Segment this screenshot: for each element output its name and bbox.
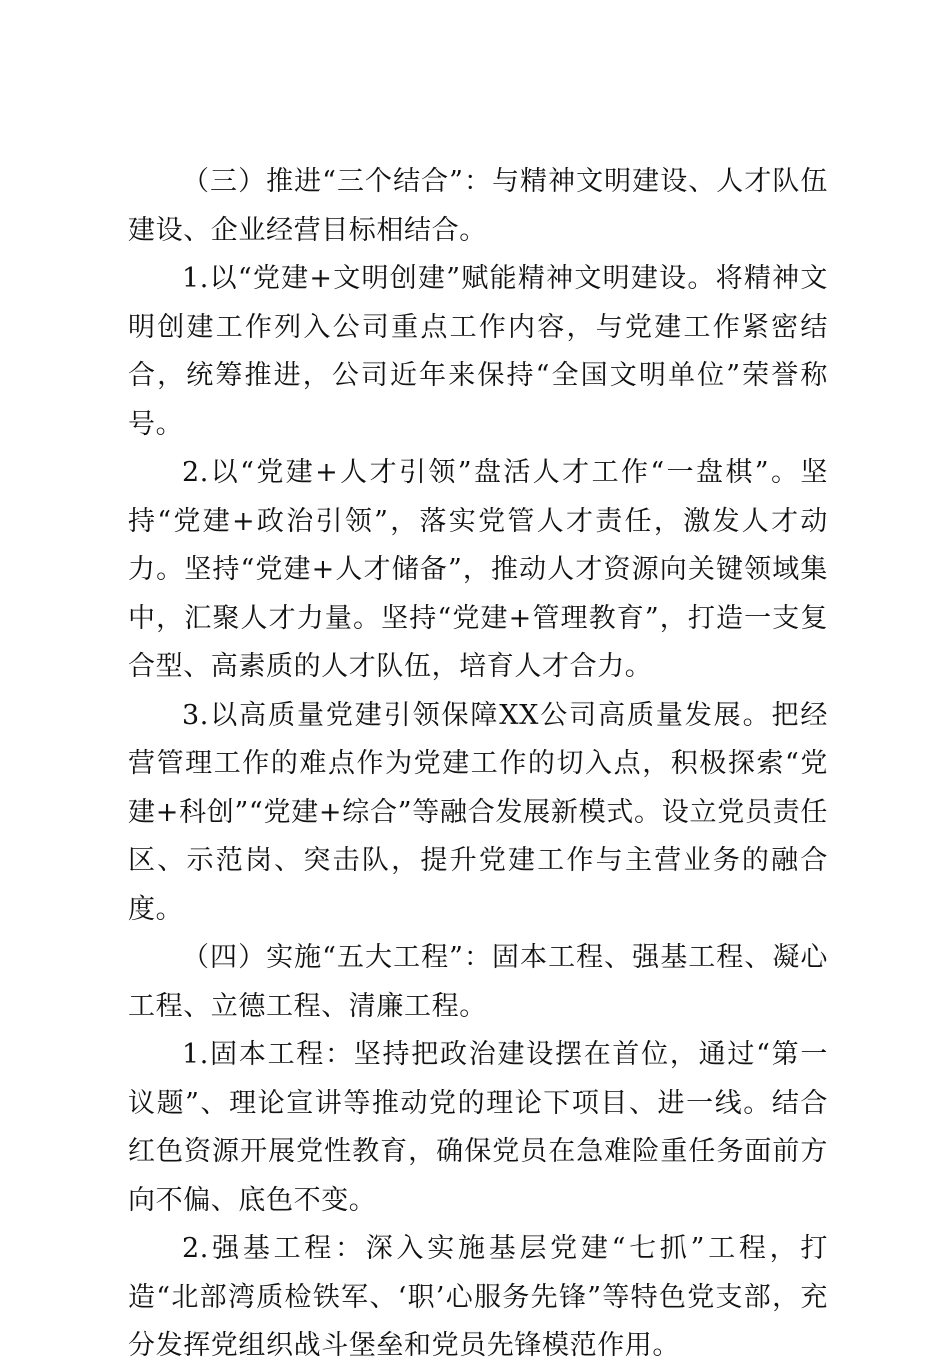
paragraph-item-2-talent: 2.以“党建+人才引领”盘活人才工作“一盘棋”。坚持“党建+政治引领”，落实党管人才责任，激发人才动力。坚持“党建+人才储备”，推动人才资源向关键领域集中，汇聚人才力量。坚持“党建+管理教育”，打造一支复合型、高素质的人才队伍，培育人才合力。 [128,457,828,682]
paragraph-item-2-grassroots: 2.强基工程：深入实施基层党建“七抓”工程，打造“北部湾质检铁军、‘职’心服务先锋”等特色党支部，充分发挥党组织战斗堡垒和党员先锋模范作用。 [128,1233,828,1361]
document-body [128,158,828,1371]
paragraph-item-1-civilization: 1.以“党建+文明创建”赋能精神文明建设。将精神文明创建工作列入公司重点工作内容，与党建工作紧密结合，统筹推进，公司近年来保持“全国文明单位”荣誉称号。 [128,263,828,440]
section-heading-five-projects: （四）实施“五大工程”：固本工程、强基工程、凝心工程、立德工程、清廉工程。 [128,942,828,1022]
paragraph-item-1-foundation: 1.固本工程：坚持把政治建设摆在首位，通过“第一议题”、理论宣讲等推动党的理论下项目、进一线。结合红色资源开展党性教育，确保党员在急难险重任务面前方向不偏、底色不变。 [128,1039,828,1216]
section-heading-three-combinations: （三）推进“三个结合”：与精神文明建设、人才队伍建设、企业经营目标相结合。 [128,166,828,246]
paragraph-item-3-development: 3.以高质量党建引领保障XX公司高质量发展。把经营管理工作的难点作为党建工作的切入点，积极探索“党建+科创”“党建+综合”等融合发展新模式。设立党员责任区、示范岗、突击队，提升党建工作与主营业务的融合度。 [128,699,828,925]
